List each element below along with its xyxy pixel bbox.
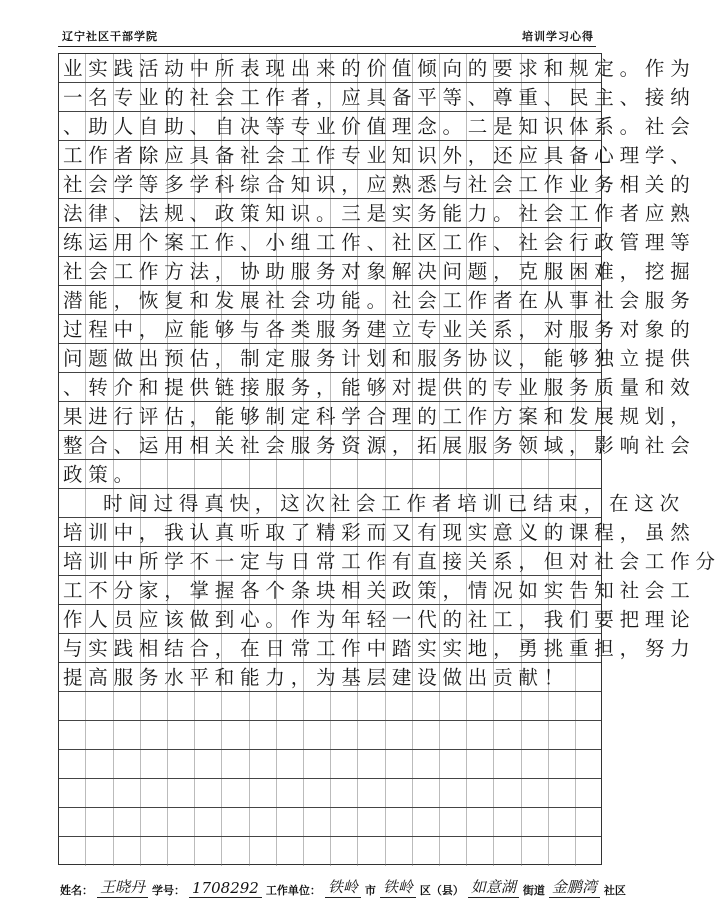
city-value: 铁岭 [325, 876, 361, 898]
handwritten-line: 培训中，我认真听取了精彩而又有现实意义的课程，虽然 [63, 521, 696, 544]
handwritten-line: 工不分家，掌握各个条块相关政策，情况如实告知社会工 [63, 579, 696, 602]
handwritten-line: 法律、法规、政策知识。三是实务能力。社会工作者应熟 [63, 202, 696, 225]
grid-row [59, 518, 696, 547]
handwritten-line: 练运用个案工作、小组工作、社区工作、社会行政管理等 [63, 231, 696, 254]
handwritten-line: 一名专业的社会工作者，应具备平等、尊重、民主、接纳 [63, 86, 696, 109]
student-name: 王晓丹 [97, 876, 148, 898]
handwritten-line [63, 725, 597, 747]
handwritten-line: 与实践相结合，在日常工作中踏实实地，勇挑重担，努力 [63, 637, 696, 660]
grid-row [59, 750, 601, 779]
grid-row [59, 54, 696, 83]
handwritten-line: 业实践活动中所表现出来的价值倾向的要求和规定。作为 [63, 57, 696, 80]
grid-row [59, 460, 601, 489]
document-type-header: 培训学习心得 [522, 30, 594, 43]
handwritten-line: 果进行评估，能够制定科学合理的工作方案和发展规划， [63, 405, 696, 428]
handwritten-line: 问题做出预估，制定服务计划和服务协议，能够独立提供 [63, 347, 696, 370]
grid-row [59, 837, 601, 866]
institution-header: 辽宁社区干部学院 [62, 30, 158, 43]
header-divider [58, 46, 596, 47]
handwritten-line: 、助人自助、自决等专业价值理念。二是知识体系。社会 [63, 115, 696, 138]
handwritten-line: 、转介和提供链接服务，能够对提供的专业服务质量和效 [63, 376, 696, 399]
handwritten-line: 工作者除应具备社会工作专业知识外，还应具备心理学、 [63, 144, 696, 167]
handwritten-line: 提高服务水平和能力，为基层建设做出贡献！ [63, 666, 570, 689]
handwritten-line [63, 696, 597, 718]
student-id: 1708292 [189, 879, 262, 898]
community-suffix: 社区 [603, 884, 626, 897]
grid-row [59, 199, 696, 228]
handwritten-line: 社会工作方法，协助服务对象解决问题，克服困难，挖掘 [63, 260, 696, 283]
community-value: 金鹏湾 [549, 876, 600, 898]
grid-row [59, 808, 601, 837]
grid-row [59, 228, 696, 257]
grid-row [59, 257, 696, 286]
grid-row [59, 112, 696, 141]
grid-row [59, 373, 696, 402]
grid-row [59, 315, 696, 344]
handwritten-line: 社会学等多学科综合知识，应熟悉与社会工作业务相关的 [63, 173, 696, 196]
city-suffix: 市 [364, 884, 376, 897]
handwritten-line [63, 783, 597, 805]
work-unit-label: 工作单位： [265, 884, 321, 897]
student-info-footer [60, 876, 626, 898]
grid-row [59, 663, 601, 692]
name-label: 姓名： [60, 884, 93, 897]
handwritten-line: 培训中所学不一定与日常工作有直接关系，但对社会工作分 [63, 550, 721, 573]
grid-row [59, 431, 696, 460]
district-suffix: 区（县） [419, 884, 464, 897]
grid-row [59, 489, 685, 518]
grid-row [59, 692, 601, 721]
grid-row [59, 634, 696, 663]
grid-row [59, 547, 721, 576]
handwritten-line: 政策。 [63, 463, 139, 486]
handwritten-line [63, 812, 597, 834]
handwritten-line: 过程中，应能够与各类服务建立专业关系，对服务对象的 [63, 318, 696, 341]
grid-row [59, 170, 696, 199]
district-value: 铁岭 [380, 876, 416, 898]
handwritten-line [63, 841, 597, 863]
grid-row [59, 402, 696, 431]
grid-row [59, 605, 696, 634]
grid-row [59, 779, 601, 808]
grid-row [59, 576, 696, 605]
writing-grid [58, 53, 721, 865]
student-id-label: 学号： [152, 884, 186, 897]
handwritten-line: 作人员应该做到心。作为年轻一代的社工，我们要把理论 [63, 608, 696, 631]
street-value: 如意湖 [468, 876, 519, 898]
handwritten-line: 整合、运用相关社会服务资源，拓展服务领域，影响社会 [63, 434, 696, 457]
grid-row [59, 344, 696, 373]
grid-row [59, 141, 696, 170]
street-suffix: 街道 [522, 884, 545, 897]
handwritten-line: 潜能，恢复和发展社会功能。社会工作者在从事社会服务 [63, 289, 696, 312]
handwritten-line [63, 754, 597, 776]
grid-row [59, 83, 696, 112]
grid-row [59, 721, 601, 750]
grid-row [59, 286, 696, 315]
handwritten-line: 时间过得真快，这次社会工作者培训已结束，在这次 [103, 492, 685, 515]
